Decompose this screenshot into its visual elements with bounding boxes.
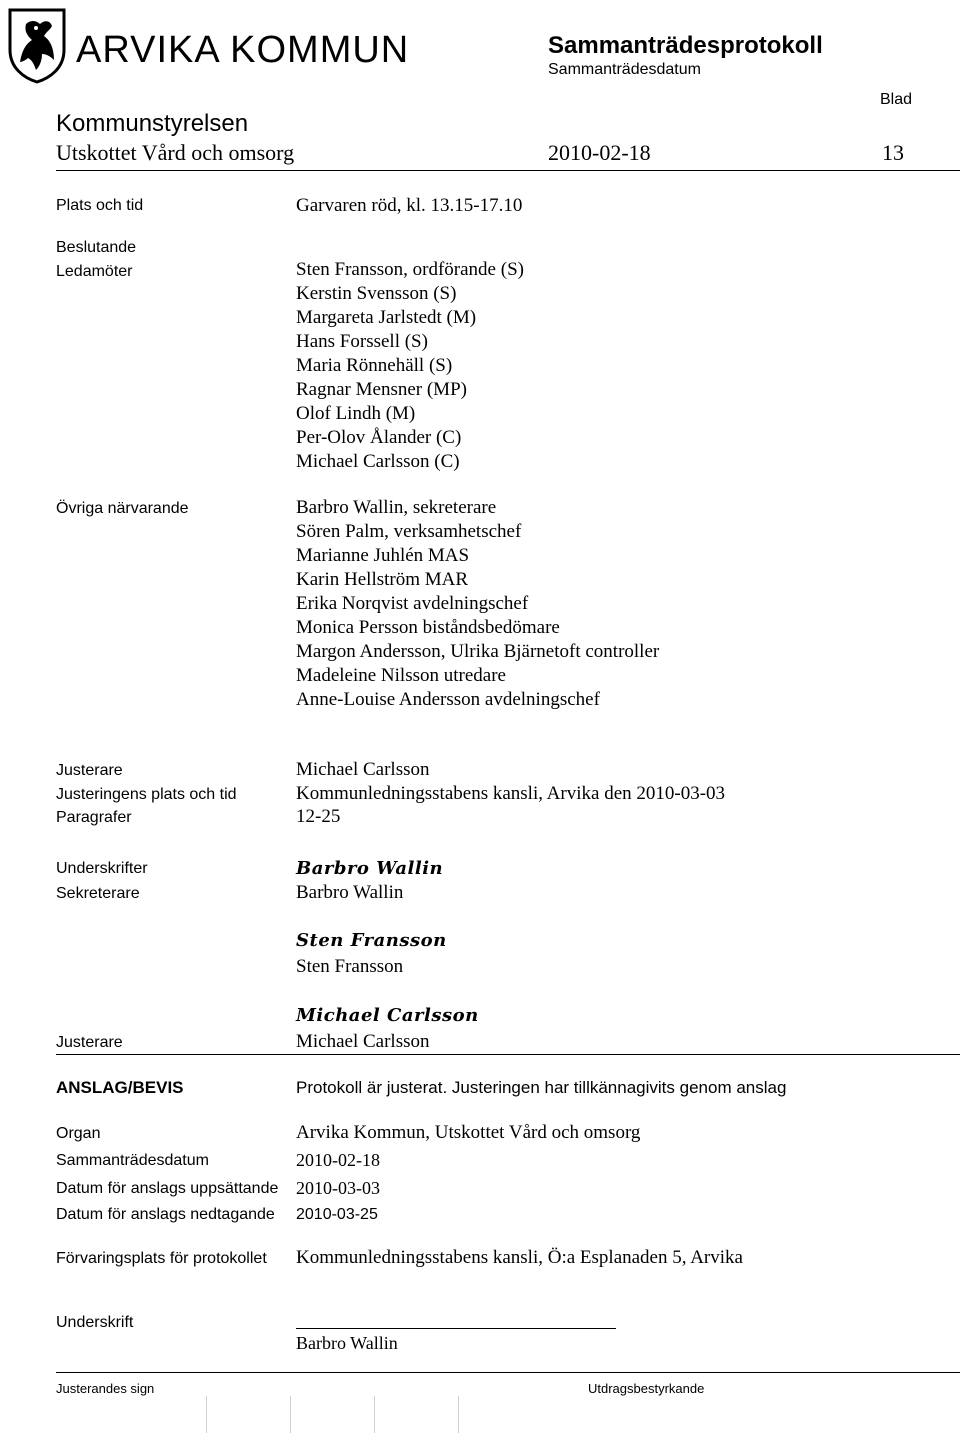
notice-title: ANSLAG/BEVIS <box>56 1078 184 1097</box>
member-item: Kerstin Svensson (S) <box>296 283 457 304</box>
attendee-item: Monica Persson biståndsbedömare <box>296 617 560 638</box>
signature-label: Underskrift <box>56 1314 134 1331</box>
committee-name: Utskottet Vård och omsorg <box>56 140 295 165</box>
adjuster-label: Justerare <box>56 762 123 779</box>
adjuster-value: Michael Carlsson <box>296 759 430 780</box>
attendee-item: Erika Norqvist avdelningschef <box>296 593 529 614</box>
chair-name: Sten Fransson <box>296 956 404 977</box>
chair-signature: Sten Fransson <box>296 930 447 951</box>
paragraphs-label: Paragrafer <box>56 809 132 826</box>
section-divider <box>56 1054 960 1055</box>
others-present-list <box>296 496 659 712</box>
footer-adjusters-sign: Justerandes sign <box>56 1381 155 1396</box>
secretary-label: Sekreterare <box>56 885 140 902</box>
attendee-item: Anne-Louise Andersson avdelningschef <box>296 689 600 710</box>
adjustment-place-value: Kommunledningsstabens kansli, Arvika den 2010-03-03 <box>296 783 726 804</box>
attendee-item: Margon Andersson, Ulrika Bjärnetoft controller <box>296 641 660 662</box>
arvika-crest-logo <box>6 6 68 84</box>
others-present-label: Övriga närvarande <box>56 500 189 517</box>
member-item: Hans Forssell (S) <box>296 331 428 352</box>
document-title: Sammanträdesprotokoll <box>548 32 823 59</box>
storage-label: Förvaringsplats för protokollet <box>56 1250 267 1267</box>
footer-sign-box-separator <box>290 1396 291 1433</box>
removed-value: 2010-03-25 <box>296 1206 378 1223</box>
notice-statement: Protokoll är justerat. Justeringen har tillkännagivits genom anslag <box>296 1078 787 1097</box>
removed-label: Datum för anslags nedtagande <box>56 1206 275 1223</box>
signature-adjuster-label: Justerare <box>56 1034 123 1051</box>
attendee-item: Marianne Juhlén MAS <box>296 545 470 566</box>
meeting-date-value: 2010-02-18 <box>296 1150 380 1170</box>
posted-value: 2010-03-03 <box>296 1178 380 1198</box>
place-value: Garvaren röd, kl. 13.15-17.10 <box>296 195 523 216</box>
member-item: Sten Fransson, ordförande (S) <box>296 259 524 280</box>
member-item: Maria Rönnehäll (S) <box>296 355 453 376</box>
attendee-item: Madeleine Nilsson utredare <box>296 665 506 686</box>
signature-name: Barbro Wallin <box>296 1333 398 1353</box>
member-item: Olof Lindh (M) <box>296 403 416 424</box>
member-item: Ragnar Mensner (MP) <box>296 379 467 400</box>
header-divider <box>56 170 960 171</box>
attendee-item: Karin Hellström MAR <box>296 569 469 590</box>
meeting-date-label: Sammanträdesdatum <box>56 1152 209 1169</box>
member-item: Michael Carlsson (C) <box>296 451 460 472</box>
member-item: Per-Olov Ålander (C) <box>296 427 462 448</box>
logo-wordmark: ARVIKA KOMMUN <box>76 29 410 71</box>
signatures-label: Underskrifter <box>56 860 148 877</box>
adjuster-signature: Michael Carlsson <box>296 1005 479 1026</box>
footer-certified-copy: Utdragsbestyrkande <box>588 1381 705 1396</box>
page-number: 13 <box>882 140 904 165</box>
attendee-item: Barbro Wallin, sekreterare <box>296 497 497 518</box>
posted-label: Datum för anslags uppsättande <box>56 1180 279 1197</box>
member-item: Margareta Jarlstedt (M) <box>296 307 477 328</box>
document-subtitle: Sammanträdesdatum <box>548 61 701 78</box>
signature-line <box>296 1328 616 1329</box>
secretary-signature: Barbro Wallin <box>296 858 444 879</box>
signature-adjuster-name: Michael Carlsson <box>296 1031 430 1052</box>
secretary-name: Barbro Wallin <box>296 882 404 903</box>
place-label: Plats och tid <box>56 197 144 214</box>
meeting-date: 2010-02-18 <box>548 140 651 165</box>
footer-sign-box-separator <box>206 1396 207 1433</box>
storage-value: Kommunledningsstabens kansli, Ö:a Esplanaden 5, Arvika <box>296 1247 743 1268</box>
footer-divider <box>56 1372 960 1373</box>
organ-value: Arvika Kommun, Utskottet Vård och omsorg <box>296 1122 641 1143</box>
organization-name: Kommunstyrelsen <box>56 110 249 137</box>
deciding-label: Beslutande <box>56 239 137 256</box>
adjustment-place-label: Justeringens plats och tid <box>56 786 237 803</box>
members-list <box>296 258 524 474</box>
footer-sign-box-separator <box>374 1396 375 1433</box>
footer-sign-box-separator <box>458 1396 459 1433</box>
attendee-item: Sören Palm, verksamhetschef <box>296 521 522 542</box>
members-label: Ledamöter <box>56 263 133 280</box>
paragraphs-value: 12-25 <box>296 806 341 827</box>
blad-label: Blad <box>880 91 913 108</box>
organ-label: Organ <box>56 1125 101 1142</box>
